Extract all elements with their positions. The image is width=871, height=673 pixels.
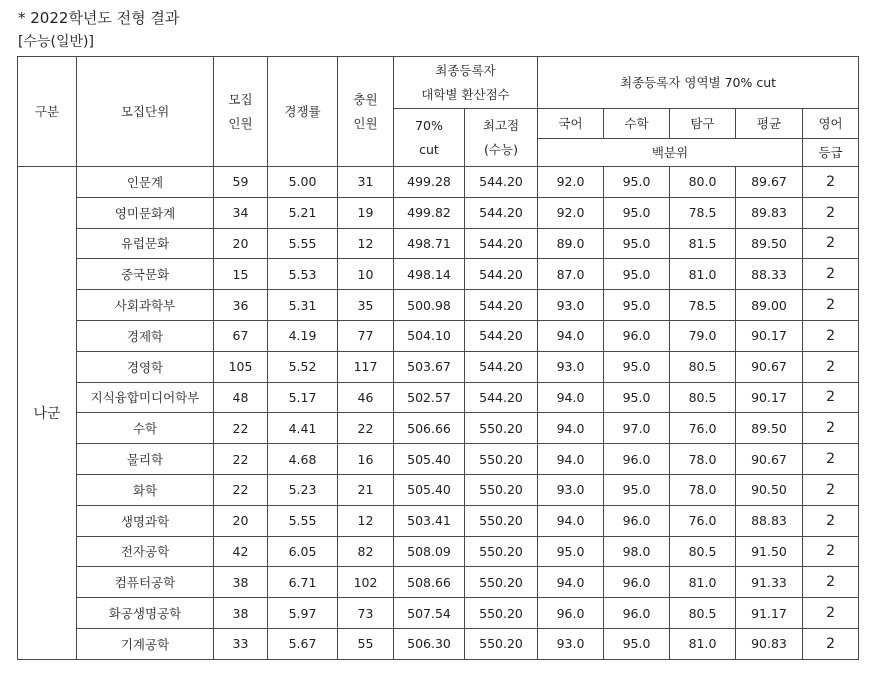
- cell-unit: 물리학: [77, 444, 214, 475]
- header-max: 최고점 (수능): [465, 109, 538, 167]
- cell-max: 544.20: [465, 290, 538, 321]
- cell-quota: 48: [214, 382, 268, 413]
- cell-competition: 6.05: [268, 536, 338, 567]
- cell-unit: 수학: [77, 413, 214, 444]
- cell-average: 91.33: [736, 567, 803, 598]
- cell-average: 90.67: [736, 444, 803, 475]
- cell-quota: 20: [214, 505, 268, 536]
- cell-cut70: 498.14: [394, 259, 465, 290]
- cell-extra: 22: [338, 413, 394, 444]
- cell-quota: 22: [214, 444, 268, 475]
- table-row: [18, 197, 859, 228]
- cell-extra: 21: [338, 474, 394, 505]
- cell-competition: 5.55: [268, 228, 338, 259]
- cell-inquiry: 78.0: [670, 474, 736, 505]
- cell-extra: 73: [338, 598, 394, 629]
- cell-average: 88.83: [736, 505, 803, 536]
- cell-unit: 전자공학: [77, 536, 214, 567]
- cell-competition: 5.23: [268, 474, 338, 505]
- cell-quota: 67: [214, 320, 268, 351]
- cell-quota: 22: [214, 413, 268, 444]
- cell-average: 89.67: [736, 167, 803, 198]
- cell-competition: 5.67: [268, 628, 338, 659]
- cell-cut70: 499.82: [394, 197, 465, 228]
- cell-korean: 89.0: [538, 228, 604, 259]
- header-unit: 모집단위: [77, 57, 214, 167]
- cell-english: 2: [803, 444, 859, 475]
- cell-korean: 94.0: [538, 567, 604, 598]
- cell-inquiry: 81.0: [670, 628, 736, 659]
- cell-inquiry: 80.5: [670, 536, 736, 567]
- cell-cut70: 503.41: [394, 505, 465, 536]
- cell-english: 2: [803, 197, 859, 228]
- cell-max: 544.20: [465, 259, 538, 290]
- cell-quota: 20: [214, 228, 268, 259]
- header-english: 영어: [803, 109, 859, 139]
- cell-cut70: 500.98: [394, 290, 465, 321]
- cell-unit: 사회과학부: [77, 290, 214, 321]
- cell-average: 89.83: [736, 197, 803, 228]
- cell-cut70: 506.30: [394, 628, 465, 659]
- cell-korean: 93.0: [538, 628, 604, 659]
- cell-max: 544.20: [465, 197, 538, 228]
- cell-math: 95.0: [604, 382, 670, 413]
- table-row: [18, 167, 859, 198]
- cell-english: 2: [803, 598, 859, 629]
- cell-cut70: 502.57: [394, 382, 465, 413]
- cell-cut70: 505.40: [394, 444, 465, 475]
- cell-unit: 화공생명공학: [77, 598, 214, 629]
- cell-math: 96.0: [604, 444, 670, 475]
- cell-inquiry: 81.0: [670, 567, 736, 598]
- cell-math: 98.0: [604, 536, 670, 567]
- cell-math: 96.0: [604, 505, 670, 536]
- cell-unit: 중국문화: [77, 259, 214, 290]
- cell-max: 550.20: [465, 474, 538, 505]
- cell-english: 2: [803, 259, 859, 290]
- cell-average: 90.50: [736, 474, 803, 505]
- cell-korean: 93.0: [538, 474, 604, 505]
- table-row: [18, 290, 859, 321]
- cell-competition: 4.19: [268, 320, 338, 351]
- cell-korean: 94.0: [538, 413, 604, 444]
- cell-unit: 화학: [77, 474, 214, 505]
- header-korean: 국어: [538, 109, 604, 139]
- cell-competition: 5.31: [268, 290, 338, 321]
- cell-extra: 82: [338, 536, 394, 567]
- cell-korean: 95.0: [538, 536, 604, 567]
- cell-extra: 55: [338, 628, 394, 659]
- cell-competition: 5.55: [268, 505, 338, 536]
- cell-inquiry: 81.5: [670, 228, 736, 259]
- cell-max: 544.20: [465, 320, 538, 351]
- cell-quota: 42: [214, 536, 268, 567]
- cell-max: 550.20: [465, 444, 538, 475]
- cell-math: 96.0: [604, 567, 670, 598]
- cell-extra: 10: [338, 259, 394, 290]
- table-row: [18, 413, 859, 444]
- cell-inquiry: 81.0: [670, 259, 736, 290]
- cell-english: 2: [803, 167, 859, 198]
- cell-extra: 12: [338, 505, 394, 536]
- cell-math: 95.0: [604, 474, 670, 505]
- cell-extra: 46: [338, 382, 394, 413]
- cell-korean: 93.0: [538, 351, 604, 382]
- cell-average: 88.33: [736, 259, 803, 290]
- cell-inquiry: 78.5: [670, 197, 736, 228]
- cell-cut70: 506.66: [394, 413, 465, 444]
- cell-inquiry: 78.5: [670, 290, 736, 321]
- table-row: [18, 567, 859, 598]
- cell-korean: 94.0: [538, 320, 604, 351]
- table-row: [18, 474, 859, 505]
- cell-average: 89.00: [736, 290, 803, 321]
- cell-cut70: 504.10: [394, 320, 465, 351]
- cell-extra: 12: [338, 228, 394, 259]
- header-final-score: 최종등록자 대학별 환산점수: [394, 57, 538, 109]
- cell-max: 544.20: [465, 167, 538, 198]
- cell-korean: 92.0: [538, 197, 604, 228]
- cell-korean: 96.0: [538, 598, 604, 629]
- cell-unit: 영미문화계: [77, 197, 214, 228]
- table-row: [18, 320, 859, 351]
- cell-math: 95.0: [604, 197, 670, 228]
- header-math: 수학: [604, 109, 670, 139]
- section-subtitle: [수능(일반)]: [18, 34, 94, 50]
- cell-math: 95.0: [604, 290, 670, 321]
- cell-math: 95.0: [604, 628, 670, 659]
- cell-unit: 경제학: [77, 320, 214, 351]
- cell-unit: 기계공학: [77, 628, 214, 659]
- cell-english: 2: [803, 474, 859, 505]
- cell-math: 95.0: [604, 259, 670, 290]
- table-row: [18, 536, 859, 567]
- cell-competition: 5.97: [268, 598, 338, 629]
- cell-math: 96.0: [604, 598, 670, 629]
- cell-korean: 92.0: [538, 167, 604, 198]
- cell-english: 2: [803, 351, 859, 382]
- cell-extra: 19: [338, 197, 394, 228]
- cell-extra: 117: [338, 351, 394, 382]
- cell-unit: 생명과학: [77, 505, 214, 536]
- cell-math: 97.0: [604, 413, 670, 444]
- cell-average: 91.17: [736, 598, 803, 629]
- cell-competition: 5.52: [268, 351, 338, 382]
- cell-korean: 94.0: [538, 444, 604, 475]
- table-row: [18, 228, 859, 259]
- cell-unit: 유럽문화: [77, 228, 214, 259]
- cell-inquiry: 80.5: [670, 382, 736, 413]
- cell-inquiry: 76.0: [670, 505, 736, 536]
- cell-english: 2: [803, 382, 859, 413]
- cell-max: 550.20: [465, 628, 538, 659]
- table-row: [18, 444, 859, 475]
- cell-quota: 36: [214, 290, 268, 321]
- cell-english: 2: [803, 536, 859, 567]
- header-cut70: 70% cut: [394, 109, 465, 167]
- cell-korean: 93.0: [538, 290, 604, 321]
- cell-quota: 34: [214, 197, 268, 228]
- cell-max: 550.20: [465, 567, 538, 598]
- header-group: 구분: [18, 57, 77, 167]
- cell-max: 550.20: [465, 598, 538, 629]
- group-label: 나군: [18, 167, 77, 660]
- cell-max: 550.20: [465, 536, 538, 567]
- cell-korean: 94.0: [538, 382, 604, 413]
- cell-inquiry: 80.5: [670, 351, 736, 382]
- cell-math: 95.0: [604, 167, 670, 198]
- cell-cut70: 498.71: [394, 228, 465, 259]
- cell-max: 544.20: [465, 382, 538, 413]
- table-row: [18, 382, 859, 413]
- cell-cut70: 508.66: [394, 567, 465, 598]
- cell-max: 544.20: [465, 351, 538, 382]
- cell-average: 90.67: [736, 351, 803, 382]
- cell-cut70: 499.28: [394, 167, 465, 198]
- cell-quota: 15: [214, 259, 268, 290]
- cell-math: 95.0: [604, 228, 670, 259]
- cell-quota: 33: [214, 628, 268, 659]
- cell-competition: 5.21: [268, 197, 338, 228]
- cell-extra: 35: [338, 290, 394, 321]
- cell-cut70: 505.40: [394, 474, 465, 505]
- cell-extra: 16: [338, 444, 394, 475]
- cell-max: 550.20: [465, 413, 538, 444]
- cell-competition: 6.71: [268, 567, 338, 598]
- cell-average: 90.83: [736, 628, 803, 659]
- cell-average: 89.50: [736, 228, 803, 259]
- cell-unit: 인문계: [77, 167, 214, 198]
- table-row: [18, 259, 859, 290]
- cell-max: 544.20: [465, 228, 538, 259]
- cell-average: 90.17: [736, 382, 803, 413]
- cell-inquiry: 80.5: [670, 598, 736, 629]
- cell-inquiry: 80.0: [670, 167, 736, 198]
- cell-quota: 22: [214, 474, 268, 505]
- header-inquiry: 탐구: [670, 109, 736, 139]
- cell-unit: 경영학: [77, 351, 214, 382]
- cell-max: 550.20: [465, 505, 538, 536]
- cell-competition: 5.00: [268, 167, 338, 198]
- header-percentile: 백분위: [538, 139, 803, 167]
- cell-english: 2: [803, 628, 859, 659]
- cell-quota: 38: [214, 598, 268, 629]
- header-average: 평균: [736, 109, 803, 139]
- cell-unit: 컴퓨터공학: [77, 567, 214, 598]
- cell-average: 89.50: [736, 413, 803, 444]
- cell-inquiry: 76.0: [670, 413, 736, 444]
- cell-korean: 87.0: [538, 259, 604, 290]
- cell-english: 2: [803, 505, 859, 536]
- cell-cut70: 507.54: [394, 598, 465, 629]
- cell-competition: 4.41: [268, 413, 338, 444]
- table-row: [18, 505, 859, 536]
- cell-math: 96.0: [604, 320, 670, 351]
- cell-competition: 5.53: [268, 259, 338, 290]
- table-row: [18, 598, 859, 629]
- header-competition: 경쟁률: [268, 57, 338, 167]
- cell-average: 91.50: [736, 536, 803, 567]
- cell-english: 2: [803, 413, 859, 444]
- admission-results-table: [17, 56, 859, 660]
- table-row: [18, 351, 859, 382]
- cell-korean: 94.0: [538, 505, 604, 536]
- cell-cut70: 503.67: [394, 351, 465, 382]
- header-quota: 모집 인원: [214, 57, 268, 167]
- cell-inquiry: 79.0: [670, 320, 736, 351]
- cell-competition: 4.68: [268, 444, 338, 475]
- table-row: [18, 628, 859, 659]
- cell-extra: 31: [338, 167, 394, 198]
- page-title: * 2022학년도 전형 결과: [18, 9, 180, 27]
- cell-english: 2: [803, 567, 859, 598]
- cell-english: 2: [803, 228, 859, 259]
- cell-average: 90.17: [736, 320, 803, 351]
- cell-competition: 5.17: [268, 382, 338, 413]
- cell-unit: 지식융합미디어학부: [77, 382, 214, 413]
- cell-quota: 105: [214, 351, 268, 382]
- cell-extra: 102: [338, 567, 394, 598]
- cell-english: 2: [803, 320, 859, 351]
- header-extra: 충원 인원: [338, 57, 394, 167]
- cell-math: 95.0: [604, 351, 670, 382]
- header-area-cut: 최종등록자 영역별 70% cut: [538, 57, 859, 109]
- cell-extra: 77: [338, 320, 394, 351]
- cell-inquiry: 78.0: [670, 444, 736, 475]
- header-grade: 등급: [803, 139, 859, 167]
- cell-cut70: 508.09: [394, 536, 465, 567]
- cell-english: 2: [803, 290, 859, 321]
- cell-quota: 38: [214, 567, 268, 598]
- cell-quota: 59: [214, 167, 268, 198]
